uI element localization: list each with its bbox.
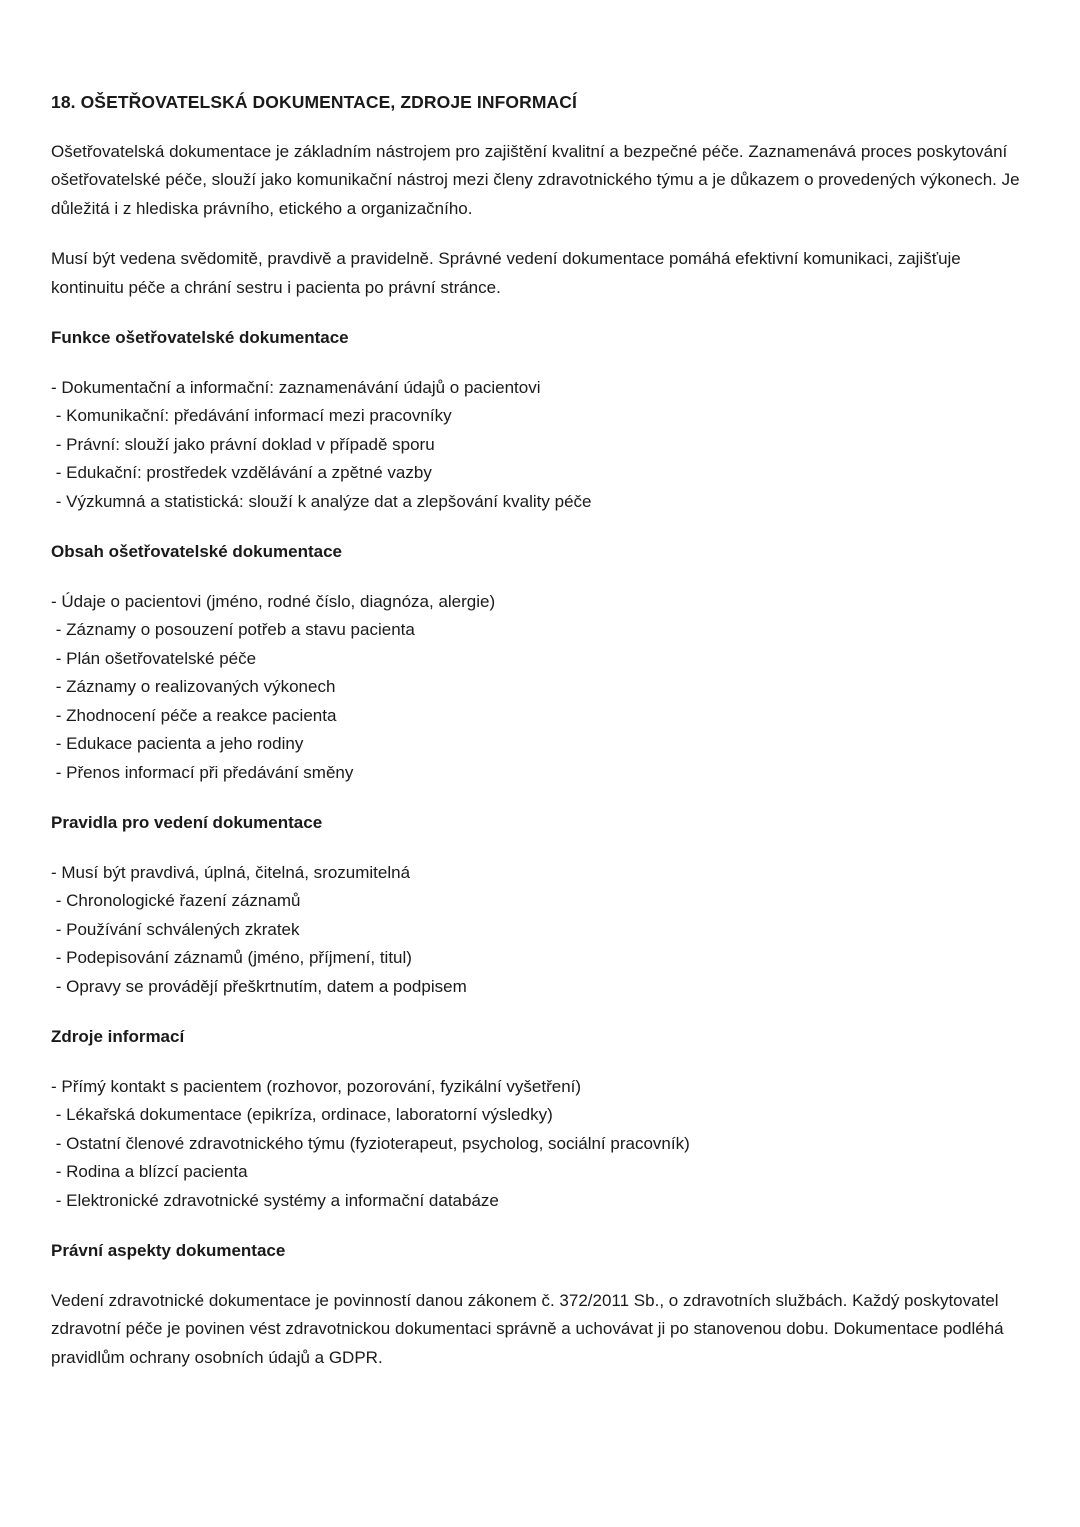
list-item: - Edukační: prostředek vzdělávání a zpětné vazby (51, 463, 432, 483)
list-item: - Údaje o pacientovi (jméno, rodné číslo, diagnóza, alergie) (51, 592, 496, 612)
legal-paragraph: Vedení zdravotnické dokumentace je povinností danou zákonem č. 372/2011 Sb., o zdravotních službách. Každý poskytovatel zdravotní péče je povinen vést zdravotnickou dokumentaci správně a uchovávat ji po stanovenou dobu. Dokumentace podléhá pravidlům ochrany osobních údajů a GDPR. (51, 1290, 1004, 1367)
section-heading-legal: Právní aspekty dokumentace (51, 1240, 286, 1260)
list-item: - Rodina a blízcí pacienta (51, 1162, 248, 1182)
rules-list (51, 859, 1031, 1001)
list-item: - Právní: slouží jako právní doklad v případě sporu (51, 434, 435, 454)
sources-list (51, 1073, 1031, 1215)
list-item: - Přímý kontakt s pacientem (rozhovor, pozorování, fyzikální vyšetření) (51, 1076, 582, 1096)
list-item: - Přenos informací při předávání směny (51, 762, 354, 782)
list-item: - Výzkumná a statistická: slouží k analýze dat a zlepšování kvality péče (51, 491, 592, 511)
section-heading-functions: Funkce ošetřovatelské dokumentace (51, 328, 349, 348)
list-item: - Elektronické zdravotnické systémy a informační databáze (51, 1190, 499, 1210)
list-item: - Opravy se provádějí přeškrtnutím, datem a podpisem (51, 976, 467, 996)
list-item: - Zhodnocení péče a reakce pacienta (51, 705, 337, 725)
section-heading-rules: Pravidla pro vedení dokumentace (51, 812, 323, 832)
list-item: - Podepisování záznamů (jméno, příjmení, titul) (51, 948, 412, 968)
list-item: - Dokumentační a informační: zaznamenávání údajů o pacientovi (51, 378, 541, 398)
list-item: - Komunikační: předávání informací mezi pracovníky (51, 406, 452, 426)
list-item: - Záznamy o realizovaných výkonech (51, 677, 336, 697)
intro-paragraph-1: Ošetřovatelská dokumentace je základním nástrojem pro zajištění kvalitní a bezpečné péče. Zaznamenává proces poskytování ošetřovatelské péče, slouží jako komunikační nástroj mezi členy zdravotnického týmu a je důkazem o provedených výkonech. Je důležitá i z hlediska právního, etického a organizačního. (51, 142, 1020, 218)
list-item: - Plán ošetřovatelské péče (51, 648, 257, 668)
list-item: - Ostatní členové zdravotnického týmu (fyzioterapeut, psycholog, sociální pracovník) (51, 1133, 690, 1153)
section-heading-sources: Zdroje informací (51, 1026, 185, 1046)
list-item: - Chronologické řazení záznamů (51, 891, 301, 911)
list-item: - Musí být pravdivá, úplná, čitelná, srozumitelná (51, 862, 411, 882)
list-item: - Lékařská dokumentace (epikríza, ordinace, laboratorní výsledky) (51, 1105, 553, 1125)
document-page (51, 88, 1031, 1394)
contents-list (51, 588, 1031, 787)
intro-paragraph-2: Musí být vedena svědomitě, pravdivě a pravidelně. Správné vedení dokumentace pomáhá efektivní komunikaci, zajišťuje kontinuitu péče a chrání sestru i pacienta po právní stránce. (51, 249, 961, 297)
list-item: - Edukace pacienta a jeho rodiny (51, 734, 304, 754)
list-item: - Záznamy o posouzení potřeb a stavu pacienta (51, 620, 415, 640)
functions-list (51, 374, 1031, 516)
list-item: - Používání schválených zkratek (51, 919, 300, 939)
section-heading-contents: Obsah ošetřovatelské dokumentace (51, 542, 343, 562)
document-title: 18. OŠETŘOVATELSKÁ DOKUMENTACE, ZDROJE INFORMACÍ (51, 92, 577, 112)
